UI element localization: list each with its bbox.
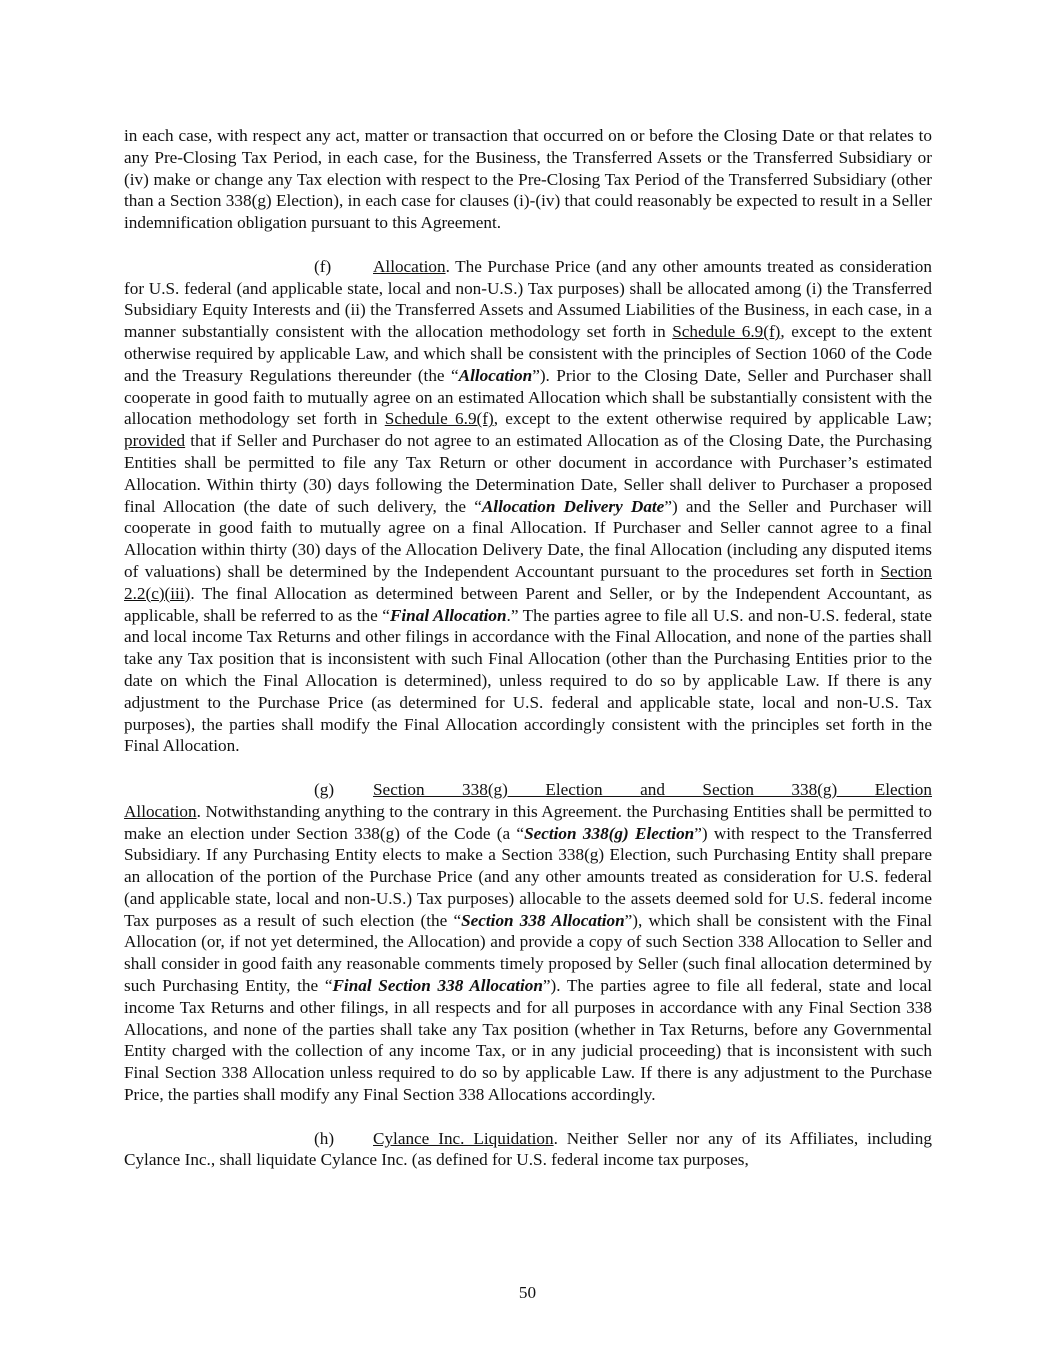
section-h-heading: Cylance Inc. Liquidation: [373, 1128, 554, 1148]
section-h-number: (h): [314, 1128, 335, 1148]
provided-term: provided: [124, 431, 186, 451]
section-g-text: ”) with respect to the Transferred Subsidiary. If any Purchasing Entity elects to make a Section 338(g) Election, such Purchasing Entity shall prepare an allocation of the portion of the Purchase Price (and any other amounts treated as consideration for U.S. federal (and applicable state, local and non-U.S.) Tax purposes) allocable to the assets deemed sold for U.S. federal income Tax purposes as a result of such election (the “: [124, 823, 932, 930]
section-reference: Section 2.2(c)(iii): [124, 561, 932, 603]
section-g-election: [124, 779, 932, 1106]
section-g-text: ”), which shall be consistent with the Final Allocation (or, if not yet determined, the Allocation) and provide a copy of such Section 338 Allocation to Seller and shall consider in good faith any reasonable comments timely proposed by Seller (such final allocation determined by such Purchasing Entity, the “: [124, 910, 932, 996]
page-number: 50: [518, 1283, 537, 1302]
section-f-number: (f): [314, 256, 332, 276]
section-f-text: . The Purchase Price (and any other amounts treated as consideration for U.S. federal (and applicable state, local and non-U.S.) Tax purposes) shall be allocated among (i) the Transferred Subsidiary Equity Interests and (ii) the Transferred Assets and Assumed Liabilities of the Business, in each case, in a manner substantially consistent with the allocation methodology set forth in: [124, 256, 932, 342]
section-f-text: ”) and the Seller and Purchaser will cooperate in good faith to mutually agree on a final Allocation. If Purchaser and Seller cannot agree to a final Allocation within thirty (30) days of the Allocation Delivery Date, the final Allocation (including any disputed items of valuations) shall be determined by the Independent Accountant pursuant to the procedures set forth in: [124, 496, 932, 581]
section-f-heading: Allocation: [373, 256, 446, 276]
defined-term: Allocation: [458, 365, 533, 385]
schedule-link: Schedule 6.9(f): [384, 409, 494, 429]
section-g-heading: Section 338(g) Election and Section 338(g) Election Allocation: [124, 779, 932, 821]
section-h-text: . Neither Seller nor any of its Affiliates, including Cylance Inc., shall liquidate Cylance Inc. (as defined for U.S. federal income tax purposes,: [124, 1128, 932, 1170]
section-g-text: . Notwithstanding anything to the contrary in this Agreement. the Purchasing Entities shall be permitted to make an election under Section 338(g) of the Code (a “: [124, 801, 932, 843]
section-f-text: that if Seller and Purchaser do not agree to an estimated Allocation as of the Closing Date, the Purchasing Entities shall be permitted to file any Tax Return or other document in accordance with Purchaser’s estimated Allocation. Within thirty (30) days following the Determination Date, Seller shall deliver to Purchaser a proposed final Allocation (the date of such delivery, the “: [124, 431, 932, 516]
paragraph-continuation: in each case, with respect any act, matter or transaction that occurred on or before the Closing Date or that relates to any Pre-Closing Tax Period, in each case, for the Business, the Transferred Assets or the Transferred Subsidiary or (iv) make or change any Tax election with respect to the Pre-Closing Tax Period of the Transferred Subsidiary (other than a Section 338(g) Election), in each case for clauses (i)-(iv) that could reasonably be expected to result in a Seller indemnification obligation pursuant to this Agreement.: [124, 126, 932, 233]
defined-term: Allocation Delivery Date: [481, 496, 665, 516]
defined-term: Final Section 338 Allocation: [332, 976, 543, 996]
section-f-text: .” The parties agree to file all U.S. and non-U.S. federal, state and local income Tax Returns and other filings in accordance with the Final Allocation, and none of the parties shall take any Tax position that is inconsistent with such Final Allocation (other than the Purchasing Entities prior to the date on which the Final Allocation is determined), unless required to do so by applicable Law. If there is any adjustment to the Purchase Price (as determined for U.S. federal and applicable state, local and non-U.S. Tax purposes), the parties shall modify the Final Allocation accordingly consistent with the principles set forth in the Final Allocation.: [124, 605, 933, 756]
defined-term: Section 338 Allocation: [461, 910, 625, 930]
section-h-liquidation: [124, 1128, 932, 1172]
schedule-link: Schedule 6.9(f): [672, 322, 781, 342]
section-f-allocation: [124, 256, 932, 757]
section-f-text: . The final Allocation as determined between Parent and Seller, or by the Independent Accountant, as applicable, shall be referred to as the “: [124, 583, 932, 625]
section-f-text: ”). Prior to the Closing Date, Seller and Purchaser shall cooperate in good faith to mutually agree on an estimated Allocation which shall be substantially consistent with the allocation methodology set forth in: [124, 365, 932, 429]
document-page: [124, 125, 932, 1193]
section-f-text: , except to the extent otherwise required by applicable Law;: [493, 409, 932, 429]
defined-term: Section 338(g) Election: [524, 823, 695, 843]
defined-term: Final Allocation: [389, 605, 507, 625]
section-f-text: , except to the extent otherwise required by applicable Law, and which shall be consistent with the principles of Section 1060 of the Code and the Treasury Regulations thereunder (the “: [124, 322, 932, 385]
section-g-number: (g): [314, 779, 335, 799]
section-g-text: ”). The parties agree to file all federal, state and local income Tax Returns and other filings, in all respects and for all purposes in accordance with any Final Section 338 Allocations, and none of the parties shall take any Tax position (whether in Tax Returns, before any Governmental Entity charged with the collection of any income Tax, or in any judicial proceeding) that is inconsistent with such Final Section 338 Allocation unless required to do so by applicable Law. If there is any adjustment to the Purchase Price, the parties shall modify any Final Section 338 Allocations accordingly.: [124, 976, 932, 1105]
